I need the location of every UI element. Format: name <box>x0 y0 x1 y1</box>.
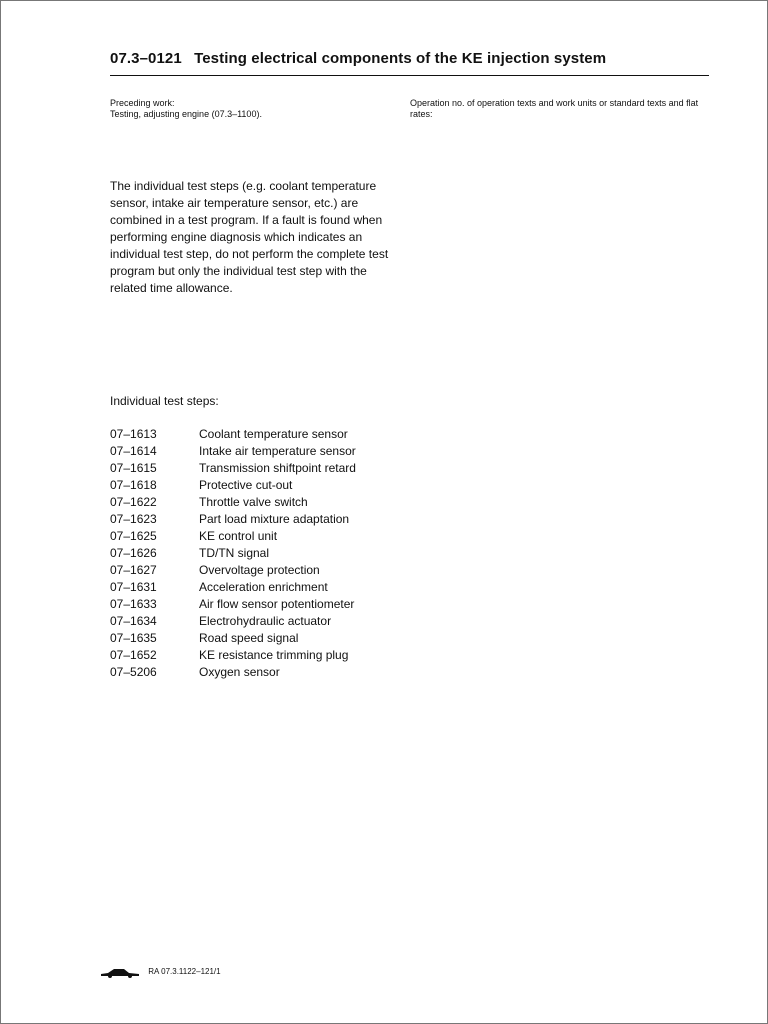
list-item <box>110 460 356 477</box>
step-code: 07–5206 <box>110 665 157 679</box>
step-code: 07–1613 <box>110 427 157 441</box>
step-code: 07–1618 <box>110 478 157 492</box>
step-label: Acceleration enrichment <box>199 580 328 594</box>
step-label: Coolant temperature sensor <box>199 427 348 441</box>
list-item <box>110 596 356 613</box>
step-code: 07–1623 <box>110 512 157 526</box>
list-item <box>110 545 356 562</box>
car-icon <box>100 966 140 978</box>
step-code: 07–1625 <box>110 529 157 543</box>
step-code: 07–1627 <box>110 563 157 577</box>
step-label: Road speed signal <box>199 631 299 645</box>
title-code: 07.3–0121 <box>110 50 182 67</box>
list-item <box>110 579 356 596</box>
step-code: 07–1615 <box>110 461 157 475</box>
step-label: Throttle valve switch <box>199 495 308 509</box>
preceding-work-label: Preceding work: <box>110 98 175 108</box>
title-text: Testing electrical components of the KE injection system <box>194 50 607 67</box>
step-code: 07–1622 <box>110 495 157 509</box>
intro-text: The individual test steps (e.g. coolant temperature sensor, intake air temperature sensor, etc.) are combined in a test program. If a fault is found when performing engine diagnosis which indicates an individual test step, do not perform the complete test program but only the individual test step with the related time allowance. <box>110 179 389 295</box>
step-label: Part load mixture adaptation <box>199 512 350 526</box>
step-label: Protective cut-out <box>199 478 293 492</box>
list-item <box>110 528 356 545</box>
preceding-work-text: Testing, adjusting engine (07.3–1100). <box>110 109 262 119</box>
step-label: Transmission shiftpoint retard <box>199 461 356 475</box>
step-code: 07–1634 <box>110 614 157 628</box>
step-label: Overvoltage protection <box>199 563 320 577</box>
list-item <box>110 477 356 494</box>
step-label: KE control unit <box>199 529 278 543</box>
step-label: Oxygen sensor <box>199 665 280 679</box>
step-code: 07–1626 <box>110 546 157 560</box>
list-item <box>110 426 356 443</box>
list-item <box>110 494 356 511</box>
step-label: Intake air temperature sensor <box>199 444 356 458</box>
step-code: 07–1631 <box>110 580 157 594</box>
page-title <box>110 50 606 67</box>
step-label: Electrohydraulic actuator <box>199 614 332 628</box>
preceding-work <box>110 98 262 120</box>
step-code: 07–1633 <box>110 597 157 611</box>
steps-heading: Individual test steps: <box>110 394 219 408</box>
list-item <box>110 511 356 528</box>
list-item <box>110 647 356 664</box>
step-code: 07–1635 <box>110 631 157 645</box>
step-code: 07–1614 <box>110 444 157 458</box>
list-item <box>110 443 356 460</box>
title-divider <box>110 75 709 76</box>
step-label: Air flow sensor potentiometer <box>199 597 355 611</box>
page-footer <box>100 966 221 978</box>
intro-paragraph <box>110 178 400 297</box>
step-code: 07–1652 <box>110 648 157 662</box>
list-item <box>110 562 356 579</box>
list-item <box>110 613 356 630</box>
list-item <box>110 664 356 681</box>
step-label: KE resistance trimming plug <box>199 648 349 662</box>
operation-note: Operation no. of operation texts and work units or standard texts and flat rates: <box>410 98 699 119</box>
step-label: TD/TN signal <box>199 546 270 560</box>
list-item <box>110 630 356 647</box>
test-steps-list <box>110 426 356 681</box>
footer-reference: RA 07.3.1122–121/1 <box>148 967 221 977</box>
